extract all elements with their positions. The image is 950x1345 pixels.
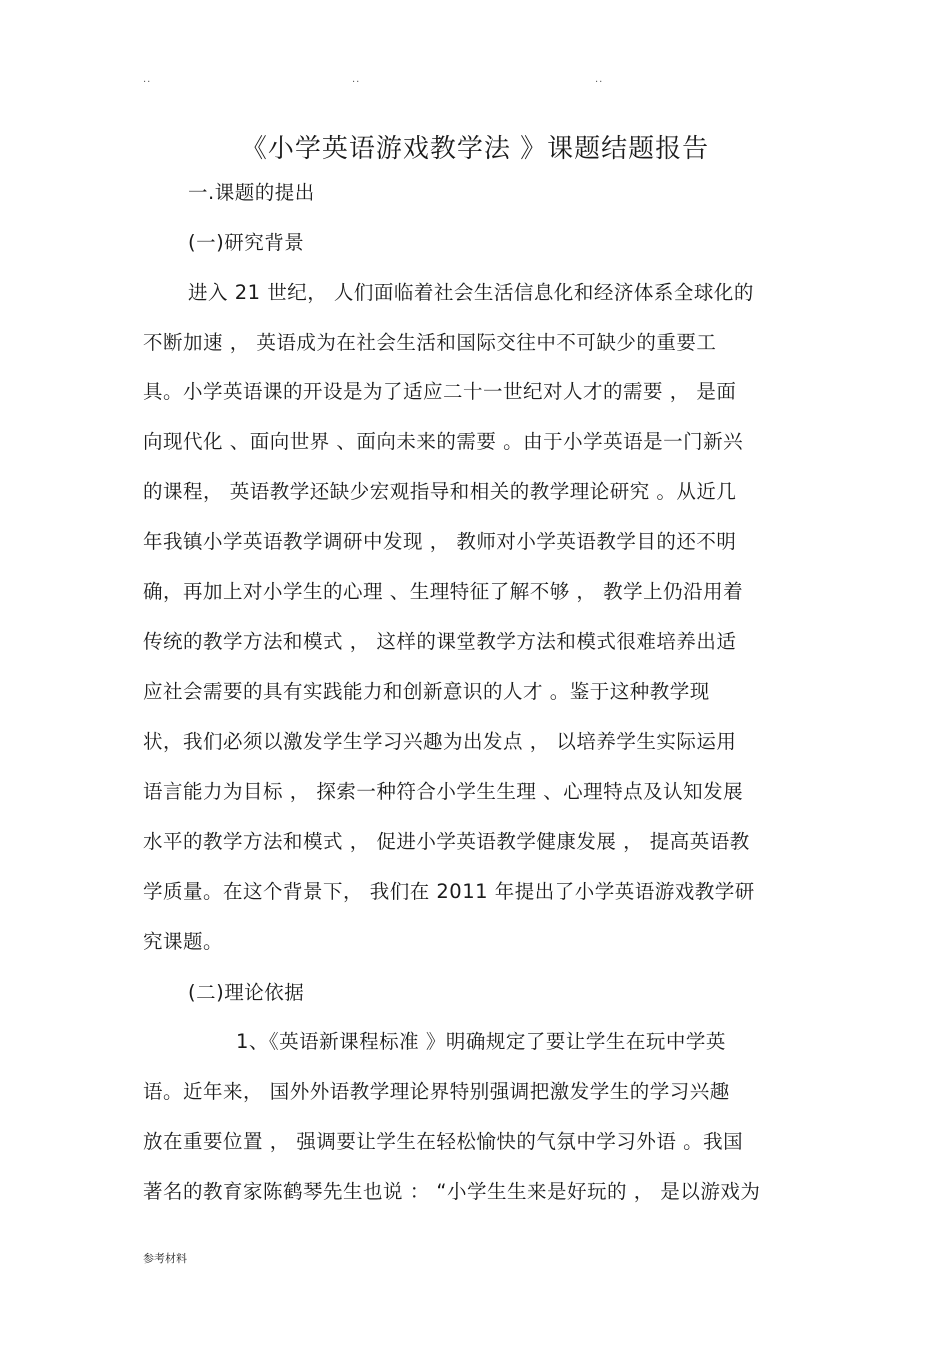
subsection-heading: (二)理论依据: [188, 981, 305, 1004]
paragraph-line: 语。近年来， 国外外语教学理论界特别强调把激发学生的学习兴趣: [143, 1080, 730, 1103]
page-footer: 参考材料: [143, 1252, 187, 1265]
document-title: 《小学英语游戏教学法 》课题结题报告: [240, 134, 710, 164]
paragraph-line: 放在重要位置 ， 强调要让学生在轻松愉快的气氛中学习外语 。我国: [143, 1130, 744, 1153]
paragraph-line: 究课题。: [143, 930, 224, 953]
paragraph-line: 进入 21 世纪， 人们面临着社会生活信息化和经济体系全球化的: [188, 281, 754, 304]
paragraph-line: 的课程， 英语教学还缺少宏观指导和相关的教学理论研究 。从近几: [143, 480, 737, 503]
section-heading: 一.课题的提出: [188, 181, 315, 204]
paragraph-line: 状，我们必须以激发学生学习兴趣为出发点 ， 以培养学生实际运用: [143, 730, 737, 753]
paragraph-line: 向现代化 、面向世界 、面向未来的需要 。由于小学英语是一门新兴: [143, 430, 744, 453]
header-mark-left: ..: [143, 74, 152, 85]
paragraph-line: 年我镇小学英语教学调研中发现 ， 教师对小学英语教学目的还不明: [143, 530, 737, 553]
paragraph-line: 确，再加上对小学生的心理 、生理特征了解不够 ， 教学上仍沿用着: [143, 580, 744, 603]
paragraph-line: 水平的教学方法和模式 ， 促进小学英语教学健康发展 ， 提高英语教: [143, 830, 750, 853]
header-mark-center: ..: [352, 74, 361, 85]
subsection-heading: (一)研究背景: [188, 231, 305, 254]
paragraph-line: 不断加速 ， 英语成为在社会生活和国际交往中不可缺少的重要工: [143, 331, 717, 354]
paragraph-line: 传统的教学方法和模式 ， 这样的课堂教学方法和模式很难培养出适: [143, 630, 737, 653]
paragraph-line: 语言能力为目标 ， 探索一种符合小学生生理 、心理特点及认知发展: [143, 780, 744, 803]
paragraph-line: 1、《英语新课程标准 》明确规定了要让学生在玩中学英: [236, 1030, 726, 1053]
paragraph-line: 著名的教育家陈鹤琴先生也说 ： “小学生生来是好玩的 ， 是以游戏为: [143, 1180, 761, 1203]
header-mark-right: ..: [595, 74, 604, 85]
paragraph-line: 学质量。在这个背景下， 我们在 2011 年提出了小学英语游戏教学研: [143, 880, 755, 903]
paragraph-line: 具。小学英语课的开设是为了适应二十一世纪对人才的需要 ， 是面: [143, 380, 737, 403]
paragraph-line: 应社会需要的具有实践能力和创新意识的人才 。鉴于这种教学现: [143, 680, 710, 703]
